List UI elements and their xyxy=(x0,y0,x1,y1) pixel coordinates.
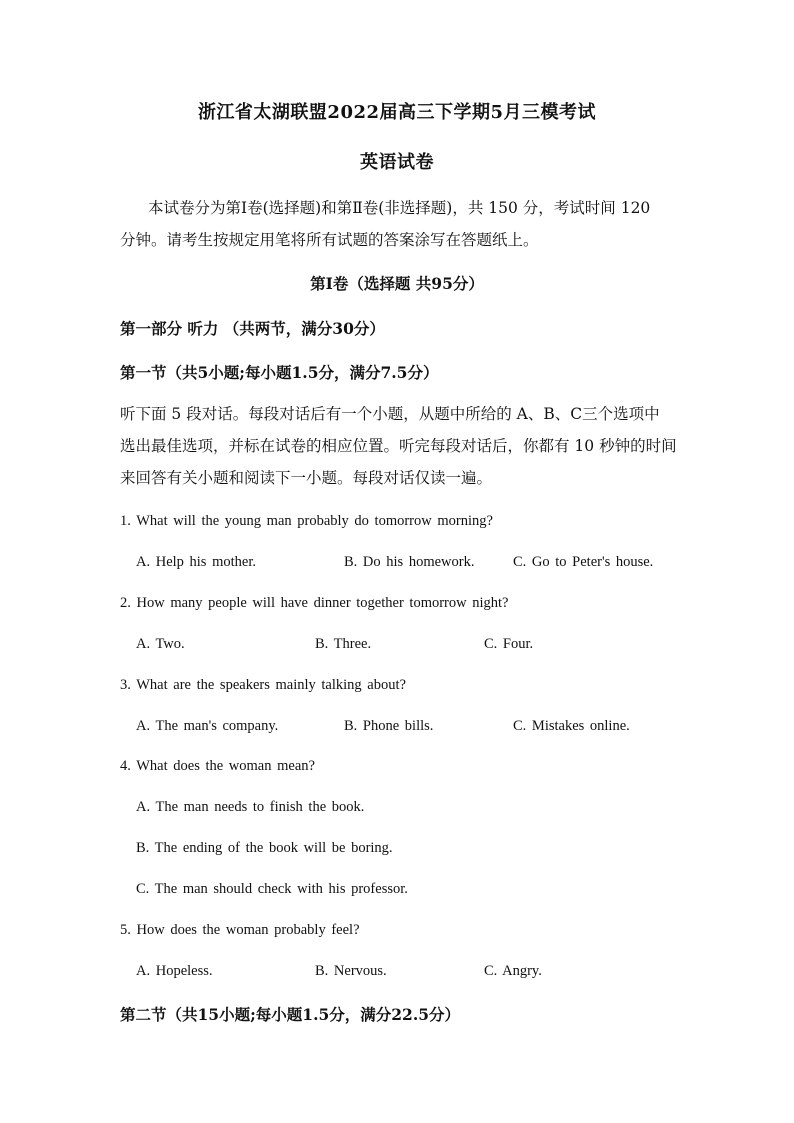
question-3-option-b: B. Phone bills. xyxy=(344,718,434,734)
question-4-stem: 4. What does the woman mean? xyxy=(120,758,315,774)
question-1-option-c: C. Go to Peter's house. xyxy=(513,554,654,570)
question-4-option-c: C. The man should check with his professor. xyxy=(136,881,408,897)
exam-subject: 英语试卷 xyxy=(360,152,434,173)
section1-instruction-3: 来回答有关小题和阅读下一小题。每段对话仅读一遍。 xyxy=(120,469,493,487)
question-3-option-a: A. The man's company. xyxy=(136,718,279,734)
part-heading: 第一部分 听力 （共两节，满分30分） xyxy=(120,319,385,338)
section1-heading: 第一节（共5小题;每小题1.5分，满分7.5分） xyxy=(120,363,439,382)
volume-heading: 第Ⅰ卷（选择题 共95分） xyxy=(310,274,484,293)
question-2-option-c: C. Four. xyxy=(484,636,534,652)
section2-heading: 第二节（共15小题;每小题1.5分，满分22.5分） xyxy=(120,1005,461,1024)
exam-title: 浙江省太湖联盟2022届高三下学期5月三模考试 xyxy=(197,102,597,123)
question-2-option-b: B. Three. xyxy=(315,636,372,652)
question-4-option-b: B. The ending of the book will be boring. xyxy=(136,840,393,856)
question-5-stem: 5. How does the woman probably feel? xyxy=(120,922,360,938)
question-5-option-b: B. Nervous. xyxy=(315,963,387,979)
question-1-option-b: B. Do his homework. xyxy=(344,554,475,570)
question-2-option-a: A. Two. xyxy=(136,636,185,652)
question-1-stem: 1. What will the young man probably do tomorrow morning? xyxy=(120,513,493,529)
intro-line-2: 分钟。请考生按规定用笔将所有试题的答案涂写在答题纸上。 xyxy=(120,231,539,249)
question-1-option-a: A. Help his mother. xyxy=(136,554,256,570)
section1-instruction-2: 选出最佳选项，并标在试卷的相应位置。听完每段对话后，你都有 10 秒钟的时间 xyxy=(120,437,677,455)
section1-instruction-1: 听下面 5 段对话。每段对话后有一个小题，从题中所给的 A、B、C三个选项中 xyxy=(120,405,660,423)
question-4-option-a: A. The man needs to finish the book. xyxy=(136,799,365,815)
question-5-option-c: C. Angry. xyxy=(484,963,542,979)
question-5-option-a: A. Hopeless. xyxy=(136,963,213,979)
intro-line-1: 本试卷分为第Ⅰ卷(选择题)和第Ⅱ卷(非选择题)，共 150 分，考试时间 120 xyxy=(148,199,651,217)
question-3-stem: 3. What are the speakers mainly talking about? xyxy=(120,677,406,693)
question-3-option-c: C. Mistakes online. xyxy=(513,718,630,734)
question-2-stem: 2. How many people will have dinner together tomorrow night? xyxy=(120,595,509,611)
